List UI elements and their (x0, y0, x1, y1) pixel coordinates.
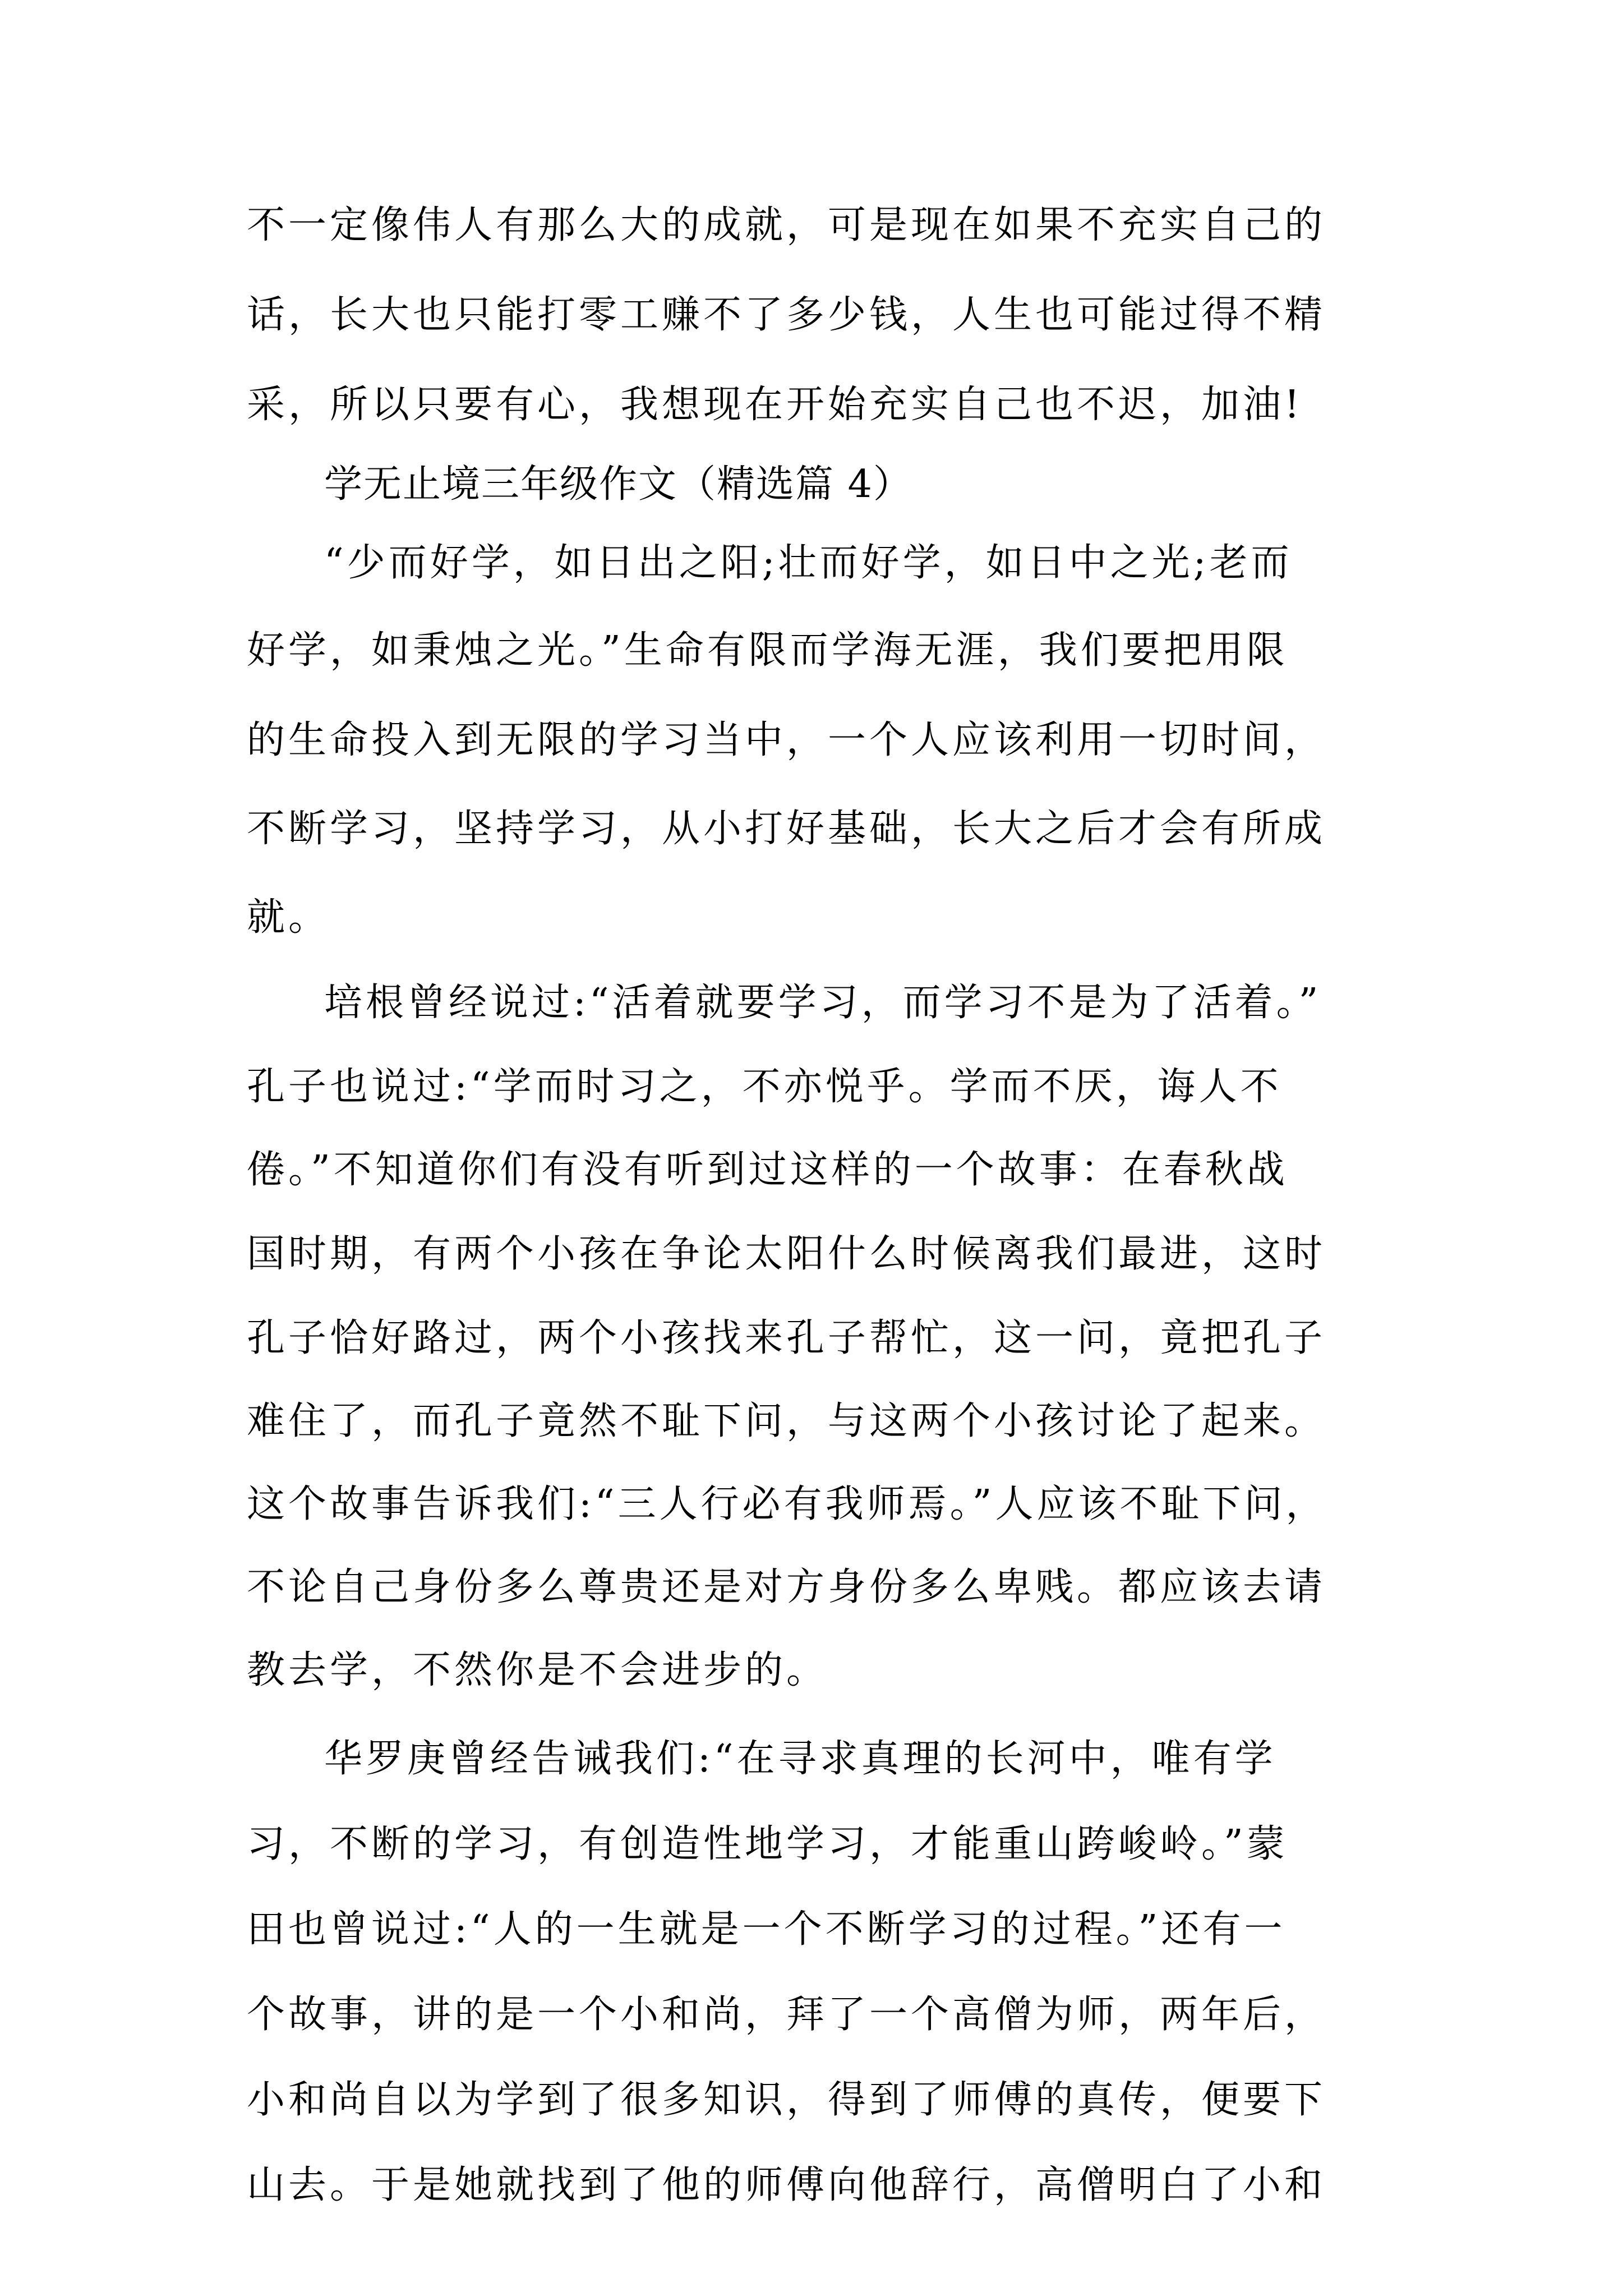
text-line: 习，不断的学习，有创造性地学习，才能重山跨峻岭。”蒙 (247, 1822, 1288, 1866)
text-line: 个故事，讲的是一个小和尚，拜了一个高僧为师，两年后， (247, 1993, 1326, 2037)
text-line: 华罗庚曾经告诫我们:“在寻求真理的长河中，唯有学 (324, 1737, 1276, 1781)
text-line: 难住了，而孔子竟然不耻下问，与这两个小孩讨论了起来。 (247, 1399, 1326, 1443)
text-line: 小和尚自以为学到了很多知识，得到了师傅的真传，便要下 (247, 2078, 1326, 2122)
text-line: 采，所以只要有心，我想现在开始充实自己也不迟，加油! (247, 383, 1303, 427)
text-line: 孔子恰好路过，两个小孩找来孔子帮忙，这一问，竟把孔子 (247, 1316, 1326, 1360)
text-line: 不论自己身份多么尊贵还是对方身份多么卑贱。都应该去请 (247, 1565, 1326, 1609)
text-line: 孔子也说过:“学而时习之，不亦悦乎。学而不厌，诲人不 (247, 1065, 1282, 1109)
text-line: “少而好学，如日出之阳;壮而好学，如日中之光;老而 (324, 541, 1293, 585)
text-line: 的生命投入到无限的学习当中，一个人应该利用一切时间， (247, 718, 1326, 762)
text-line: 话，长大也只能打零工赚不了多少钱，人生也可能过得不精 (247, 293, 1326, 337)
text-line: 不断学习，坚持学习，从小打好基础，长大之后才会有所成 (247, 807, 1326, 851)
text-line: 培根曾经说过:“活着就要学习，而学习不是为了活着。” (324, 981, 1322, 1025)
text-line: 就。 (247, 895, 330, 940)
text-line: 田也曾说过:“人的一生就是一个不断学习的过程。”还有一 (247, 1907, 1286, 1952)
section-heading: 学无止境三年级作文（精选篇 4） (324, 462, 912, 507)
text-line: 好学，如秉烛之光。”生命有限而学海无涯，我们要把用限 (247, 628, 1288, 673)
text-line: 教去学，不然你是不会进步的。 (247, 1648, 828, 1692)
text-line: 山去。于是她就找到了他的师傅向他辞行，高僧明白了小和 (247, 2163, 1326, 2207)
text-line: 不一定像伟人有那么大的成就，可是现在如果不充实自己的 (247, 203, 1326, 247)
text-line: 这个故事告诉我们:“三人行必有我师焉。”人应该不耻下问， (247, 1482, 1327, 1526)
text-line: 倦。”不知道你们有没有听到过这样的一个故事：在春秋战 (247, 1148, 1288, 1192)
text-line: 国时期，有两个小孩在争论太阳什么时候离我们最进，这时 (247, 1232, 1326, 1276)
